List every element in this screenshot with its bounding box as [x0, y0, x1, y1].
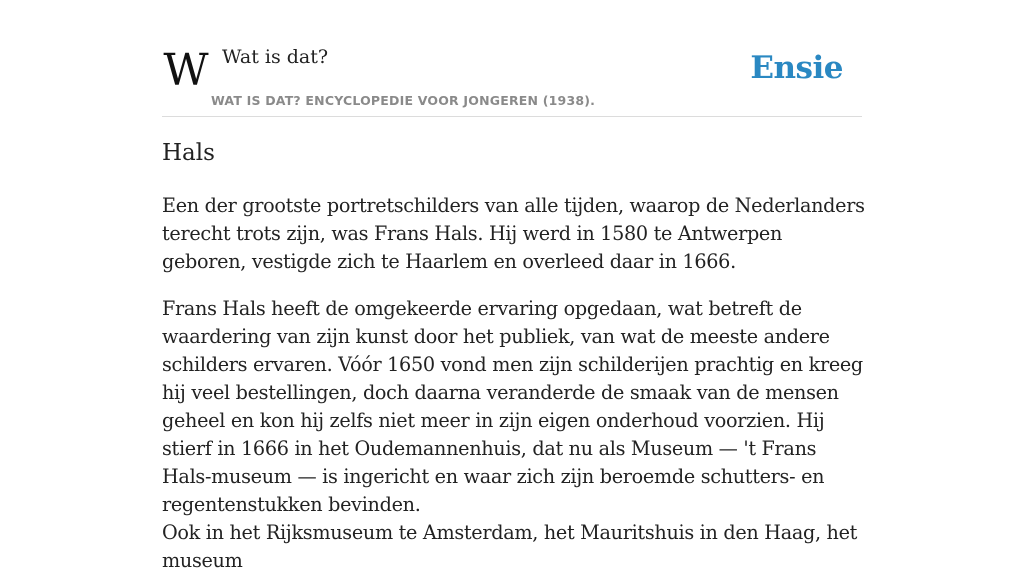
article-title: Hals	[162, 140, 215, 166]
source-subtitle: WAT IS DAT? ENCYCLOPEDIE VOOR JONGEREN (1938).	[211, 93, 596, 108]
article-paragraph: Frans Hals heeft de omgekeerde ervaring opgedaan, wat betreft de waardering van zijn kunst door het publiek, van wat de meeste andere schilders ervaren. Vóór 1650 vond men zijn schilderijen prachtig en kreeg hij veel bestellingen, doch daarna veranderde de smaak van de mensen geheel en kon hij zelfs niet meer in zijn eigen onderhoud voorzien. Hij stierf in 1666 in het Oudemannenhuis, dat nu als Museum — 't Frans Hals-museum — is ingericht en waar zich zijn beroemde schutters- en regentenstukken bevinden.	[162, 297, 863, 516]
source-title[interactable]: Wat is dat?	[222, 46, 329, 68]
article-paragraph: Een der grootste portretschilders van alle tijden, waarop de Nederlanders terecht trots zijn, was Frans Hals. Hij werd in 1580 te Antwerpen geboren, vestigde zich te Haarlem en overleed daar in 1666.	[162, 194, 865, 273]
ensie-logo-link[interactable]: Ensie	[750, 50, 843, 86]
article-page	[162, 0, 865, 572]
wikipedia-w-icon[interactable]	[163, 45, 209, 96]
article-body	[162, 192, 868, 575]
article-paragraph: Ook in het Rijksmuseum te Amsterdam, het Mauritshuis in den Haag, het museum	[162, 521, 858, 572]
source-header	[162, 0, 862, 117]
svg-text:W: W	[163, 45, 209, 96]
